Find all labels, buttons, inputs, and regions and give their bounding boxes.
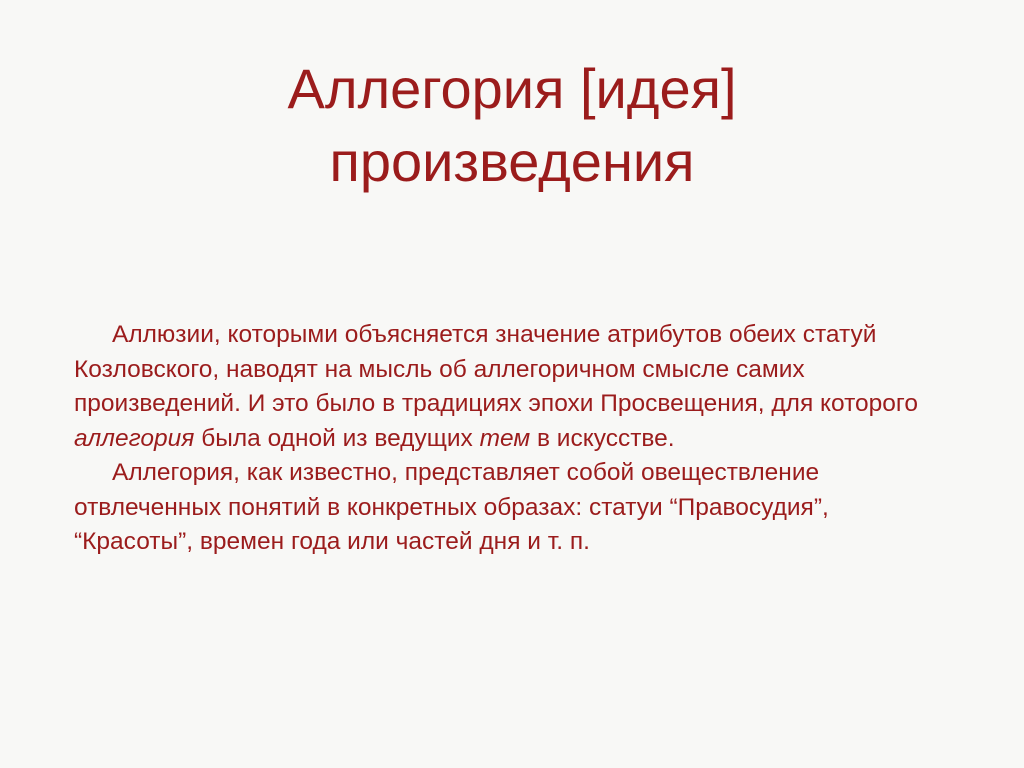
slide-title-line-1: Аллегория [идея] [287, 57, 737, 120]
paragraph-1-italic-themes: тем [479, 424, 531, 452]
paragraph-1-italic-allegory: аллегория [74, 424, 195, 452]
slide-title-line-2: произведения [329, 130, 695, 193]
paragraph-allegory-definition: Аллегория, как известно, представляет собой овеществление отвлеченных понятий в конкретных образах: статуи “Правосудия”, “Красоты”, времен года или частей дня и т. п. [74, 459, 829, 555]
paragraph-allusions [74, 318, 954, 456]
slide-body [74, 318, 954, 560]
paragraph-1-text-3: в искусстве. [530, 424, 675, 452]
paragraph-1-text-1: Аллюзии, которыми объясняется значение атрибутов обеих статуй Козловского, наводят на мысль об аллегоричном смысле самих произведений. И это было в традициях эпохи Просвещения, для которого [74, 321, 918, 417]
paragraph-1-text-2: была одной из ведущих [194, 424, 480, 452]
slide-title [120, 52, 904, 198]
